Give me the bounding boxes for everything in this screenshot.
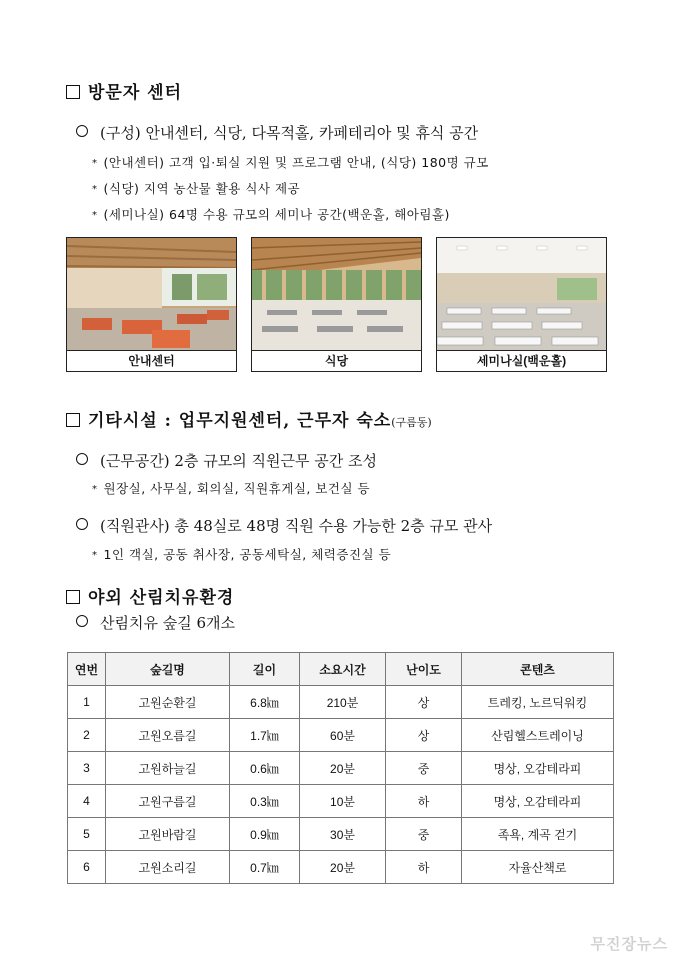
- table-cell: 10분: [300, 785, 386, 818]
- table-cell: 고원순환길: [106, 686, 230, 719]
- table-cell: 0.6㎞: [230, 752, 300, 785]
- detail-item: * (세미나실) 64명 수용 규모의 세미나 공간(백운홀, 해아림홀): [92, 207, 450, 222]
- column-header: 소요시간: [300, 653, 386, 686]
- table-cell: 자율산책로: [462, 851, 614, 884]
- photo-restaurant: [251, 237, 422, 352]
- table-cell: 30분: [300, 818, 386, 851]
- detail-item: * (식당) 지역 농산물 활용 식사 제공: [92, 181, 301, 196]
- table-cell: 20분: [300, 851, 386, 884]
- table-cell: 3: [68, 752, 106, 785]
- bullet-composition: (구성) 안내센터, 식당, 다목적홀, 카페테리아 및 휴식 공간: [76, 122, 478, 143]
- table-cell: 명상, 오감테라피: [462, 785, 614, 818]
- circle-bullet-icon: [76, 518, 88, 530]
- table-cell: 족욕, 계곡 걷기: [462, 818, 614, 851]
- column-header: 연번: [68, 653, 106, 686]
- table-row: [68, 752, 614, 785]
- table-cell: 2: [68, 719, 106, 752]
- bullet-forest-trails: 산림치유 숲길 6개소: [76, 612, 235, 633]
- heading-text: 방문자 센터: [88, 83, 183, 103]
- table-cell: 고원하늘길: [106, 752, 230, 785]
- table-row: [68, 686, 614, 719]
- detail-item: * 원장실, 사무실, 회의실, 직원휴게실, 보건실 등: [92, 481, 371, 496]
- table-cell: 고원오름길: [106, 719, 230, 752]
- photo-seminar-room: [436, 237, 607, 352]
- table-header-row: [68, 653, 614, 686]
- square-bullet-icon: [66, 590, 80, 604]
- table-cell: 210분: [300, 686, 386, 719]
- table-cell: 6: [68, 851, 106, 884]
- table-cell: 6.8㎞: [230, 686, 300, 719]
- table-cell: 5: [68, 818, 106, 851]
- column-header: 난이도: [386, 653, 462, 686]
- forest-trail-table: [67, 652, 614, 884]
- photo-caption: 세미나실(백운홀): [436, 350, 607, 372]
- photo-info-center: [66, 237, 237, 352]
- table-cell: 고원구름길: [106, 785, 230, 818]
- section-heading-other-facilities: 기타시설 : 업무지원센터, 근무자 숙소(구름동): [66, 406, 432, 431]
- asterisk-icon: *: [92, 184, 98, 195]
- table-cell: 고원바람길: [106, 818, 230, 851]
- table-row: [68, 818, 614, 851]
- table-cell: 4: [68, 785, 106, 818]
- table-cell: 20분: [300, 752, 386, 785]
- table-cell: 0.9㎞: [230, 818, 300, 851]
- square-bullet-icon: [66, 413, 80, 427]
- column-header: 길이: [230, 653, 300, 686]
- detail-item: * (안내센터) 고객 입·퇴실 지원 및 프로그램 안내, (식당) 180명 규모: [92, 155, 489, 170]
- table-cell: 0.3㎞: [230, 785, 300, 818]
- table-row: [68, 851, 614, 884]
- column-header: 숲길명: [106, 653, 230, 686]
- asterisk-icon: *: [92, 210, 98, 221]
- table-cell: 명상, 오감테라피: [462, 752, 614, 785]
- table-cell: 트레킹, 노르딕워킹: [462, 686, 614, 719]
- table-cell: 1.7㎞: [230, 719, 300, 752]
- section-heading-outdoor: 야외 산림치유환경: [66, 583, 234, 608]
- square-bullet-icon: [66, 85, 80, 99]
- asterisk-icon: *: [92, 550, 98, 561]
- asterisk-icon: *: [92, 158, 98, 169]
- photo-caption: 안내센터: [66, 350, 237, 372]
- photo-caption: 식당: [251, 350, 422, 372]
- table-cell: 60분: [300, 719, 386, 752]
- table-row: [68, 719, 614, 752]
- table-cell: 중: [386, 818, 462, 851]
- table-cell: 중: [386, 752, 462, 785]
- circle-bullet-icon: [76, 125, 88, 137]
- watermark-logo: [591, 933, 668, 954]
- watermark-text: 무진장뉴스: [590, 935, 668, 953]
- table-cell: 산림헬스트레이닝: [462, 719, 614, 752]
- table-cell: 하: [386, 851, 462, 884]
- column-header: 콘텐츠: [462, 653, 614, 686]
- table-cell: 하: [386, 785, 462, 818]
- circle-bullet-icon: [76, 615, 88, 627]
- table-cell: 0.7㎞: [230, 851, 300, 884]
- bullet-staff-housing: (직원관사) 총 48실로 48명 직원 수용 가능한 2층 규모 관사: [76, 515, 492, 536]
- table-cell: 상: [386, 686, 462, 719]
- asterisk-icon: *: [92, 484, 98, 495]
- detail-item: * 1인 객실, 공동 취사장, 공동세탁실, 체력증진실 등: [92, 547, 392, 562]
- table-row: [68, 785, 614, 818]
- table-cell: 고원소리길: [106, 851, 230, 884]
- circle-bullet-icon: [76, 453, 88, 465]
- section-heading-visitor-center: [66, 78, 182, 103]
- table-cell: 1: [68, 686, 106, 719]
- bullet-work-space: (근무공간) 2층 규모의 직원근무 공간 조성: [76, 450, 377, 471]
- table-cell: 상: [386, 719, 462, 752]
